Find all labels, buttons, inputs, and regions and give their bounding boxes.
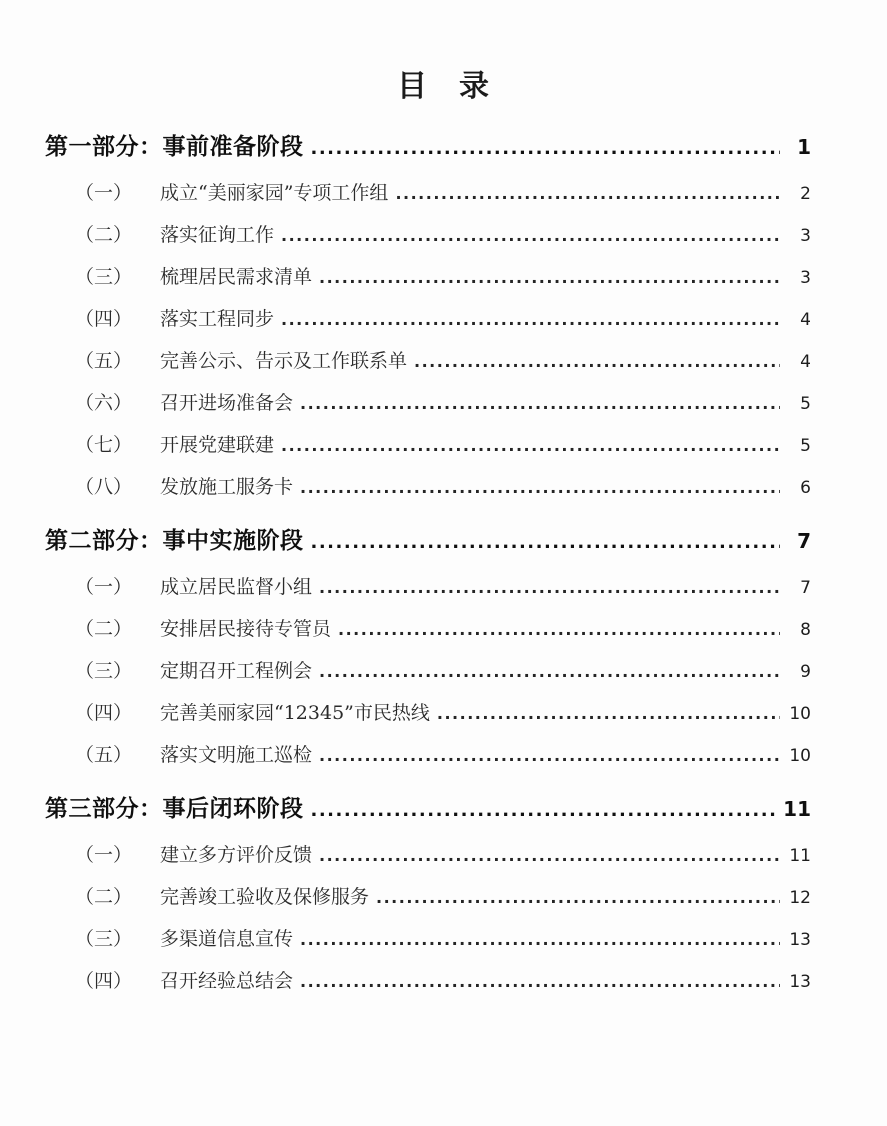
section-title: 第二部分：事中实施阶段 (45, 527, 304, 554)
item-page-number: 13 (789, 930, 811, 950)
item-page-number: 12 (789, 888, 811, 908)
item-marker: （一） (75, 182, 133, 204)
toc-item[interactable] (45, 659, 811, 684)
dot-leader (437, 702, 780, 726)
toc-item[interactable] (45, 617, 811, 642)
item-page-number: 13 (789, 972, 811, 992)
item-page-number: 3 (800, 226, 811, 246)
item-page-number: 10 (789, 704, 811, 724)
item-page-number: 4 (800, 352, 811, 372)
dot-leader (395, 182, 780, 206)
section-page-number: 1 (797, 135, 811, 159)
toc-item[interactable] (45, 475, 811, 500)
item-page-number: 2 (800, 184, 811, 204)
item-label: 落实文明施工巡检 (160, 744, 313, 766)
toc-section (45, 794, 811, 994)
dot-leader (319, 660, 780, 684)
toc-item[interactable] (45, 575, 811, 600)
item-page-number: 5 (800, 436, 811, 456)
item-page-number: 3 (800, 268, 811, 288)
section-title: 第三部分：事后闭环阶段 (45, 795, 304, 822)
dot-leader (311, 528, 781, 558)
dot-leader (338, 618, 780, 642)
dot-leader (414, 350, 780, 374)
dot-leader (300, 392, 780, 416)
toc-section-heading[interactable] (45, 526, 811, 558)
item-marker: （六） (75, 392, 133, 414)
item-page-number: 10 (789, 746, 811, 766)
item-label: 成立居民监督小组 (160, 576, 313, 598)
toc-items (45, 181, 811, 500)
dot-leader (319, 844, 780, 868)
toc-item[interactable] (45, 391, 811, 416)
page-title: 目 录 (397, 69, 490, 104)
toc-item[interactable] (45, 223, 811, 248)
item-label: 成立“美丽家园”专项工作组 (160, 182, 389, 204)
dot-leader (319, 266, 780, 290)
dot-leader (376, 886, 780, 910)
dot-leader (300, 476, 780, 500)
dot-leader (311, 796, 777, 826)
toc-item[interactable] (45, 927, 811, 952)
dot-leader (300, 970, 780, 994)
item-marker: （五） (75, 744, 133, 766)
toc-item[interactable] (45, 701, 811, 726)
item-label: 召开经验总结会 (160, 970, 294, 992)
dot-leader (281, 434, 780, 458)
item-marker: （四） (75, 308, 133, 330)
toc-section (45, 132, 811, 500)
item-marker: （八） (75, 476, 133, 498)
item-marker: （三） (75, 928, 133, 950)
item-page-number: 9 (800, 662, 811, 682)
toc-item[interactable] (45, 307, 811, 332)
item-label: 梳理居民需求清单 (160, 266, 313, 288)
dot-leader (281, 224, 780, 248)
section-page-number: 11 (783, 797, 811, 821)
item-marker: （二） (75, 618, 133, 640)
item-label: 开展党建联建 (160, 434, 275, 456)
item-marker: （一） (75, 844, 133, 866)
item-label: 完善公示、告示及工作联系单 (160, 350, 408, 372)
toc-items (45, 575, 811, 768)
section-title: 第一部分：事前准备阶段 (45, 133, 304, 160)
dot-leader (281, 308, 780, 332)
item-marker: （五） (75, 350, 133, 372)
item-page-number: 11 (789, 846, 811, 866)
item-label: 落实征询工作 (160, 224, 275, 246)
dot-leader (311, 134, 781, 164)
toc-items (45, 843, 811, 994)
item-marker: （一） (75, 576, 133, 598)
dot-leader (319, 744, 780, 768)
toc-item[interactable] (45, 743, 811, 768)
toc-item[interactable] (45, 265, 811, 290)
item-label: 完善美丽家园“12345”市民热线 (160, 702, 430, 724)
item-marker: （二） (75, 224, 133, 246)
toc-item[interactable] (45, 843, 811, 868)
toc-item[interactable] (45, 433, 811, 458)
item-label: 安排居民接待专管员 (160, 618, 332, 640)
toc-section-heading[interactable] (45, 794, 811, 826)
item-label: 建立多方评价反馈 (160, 844, 313, 866)
toc-section (45, 526, 811, 768)
toc-item[interactable] (45, 349, 811, 374)
item-marker: （四） (75, 702, 133, 724)
item-page-number: 5 (800, 394, 811, 414)
item-marker: （二） (75, 886, 133, 908)
dot-leader (319, 576, 780, 600)
item-label: 落实工程同步 (160, 308, 275, 330)
item-label: 多渠道信息宣传 (160, 928, 294, 950)
table-of-contents (0, 132, 887, 994)
item-page-number: 6 (800, 478, 811, 498)
item-page-number: 7 (800, 578, 811, 598)
toc-section-heading[interactable] (45, 132, 811, 164)
toc-item[interactable] (45, 969, 811, 994)
toc-item[interactable] (45, 885, 811, 910)
item-page-number: 4 (800, 310, 811, 330)
dot-leader (300, 928, 780, 952)
item-marker: （三） (75, 660, 133, 682)
item-marker: （四） (75, 970, 133, 992)
item-label: 召开进场准备会 (160, 392, 294, 414)
item-marker: （七） (75, 434, 133, 456)
item-label: 发放施工服务卡 (160, 476, 294, 498)
item-marker: （三） (75, 266, 133, 288)
toc-item[interactable] (45, 181, 811, 206)
section-page-number: 7 (797, 529, 811, 553)
item-label: 定期召开工程例会 (160, 660, 313, 682)
item-label: 完善竣工验收及保修服务 (160, 886, 370, 908)
item-page-number: 8 (800, 620, 811, 640)
